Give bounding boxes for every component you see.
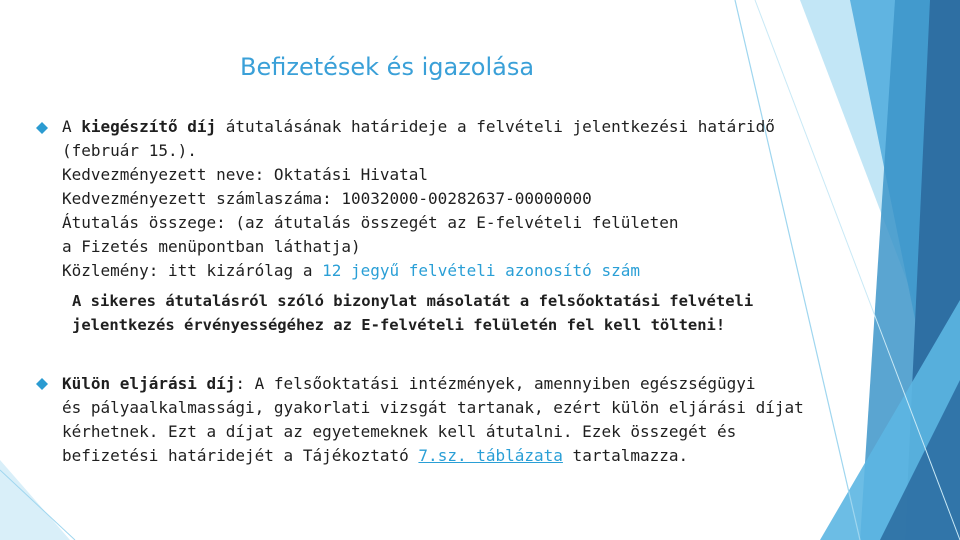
section1-line2: (február 15.).: [62, 141, 197, 160]
section2-line1: Külön eljárási díj: A felsőoktatási intézmények, amennyiben egészségügyi: [62, 374, 756, 393]
kiegeszito-dij-term: kiegészítő díj: [81, 117, 217, 136]
table-7-link[interactable]: 7.sz. táblázata: [418, 446, 563, 465]
section1-line1: A kiegészítő díj átutalásának határideje a felvételi jelentkezési határidő: [62, 117, 775, 136]
upload-note: [72, 289, 753, 337]
section2-line3: kérhetnek. Ezt a díjat az egyetemeknek kell átutalni. Ezek összegét és: [62, 422, 737, 441]
section2-line4: befizetési határidejét a Tájékoztató 7.sz. táblázata tartalmazza.: [62, 446, 689, 465]
section2-block: [62, 372, 804, 468]
section1-block: [62, 115, 775, 283]
transfer-amount-line2: a Fizetés menüpontban láthatja): [62, 237, 361, 256]
section2-line2: és pályaalkalmassági, gyakorlati vizsgát tartanak, ezért külön eljárási díjat: [62, 398, 804, 417]
transfer-reference: Közlemény: itt kizárólag a 12 jegyű felvételi azonosító szám: [62, 261, 640, 280]
beneficiary-name: Kedvezményezett neve: Oktatási Hivatal: [62, 165, 429, 184]
transfer-amount-line1: Átutalás összege: (az átutalás összegét az E-felvételi felületen: [62, 213, 679, 232]
beneficiary-account: Kedvezményezett számlaszáma: 10032000-00282637-00000000: [62, 189, 592, 208]
application-id-highlight: 12 jegyű felvételi azonosító szám: [322, 261, 640, 280]
upload-note-line2: jelentkezés érvényességéhez az E-felvételi felületén fel kell tölteni!: [72, 316, 726, 334]
deco-left-bottom: [0, 460, 70, 540]
kulon-eljarasi-dij-term: Külön eljárási díj: [62, 374, 236, 393]
upload-note-line1: A sikeres átutalásról szóló bizonylat másolatát a felsőoktatási felvételi: [72, 292, 754, 310]
slide-title: Befizetések és igazolása: [240, 53, 535, 81]
